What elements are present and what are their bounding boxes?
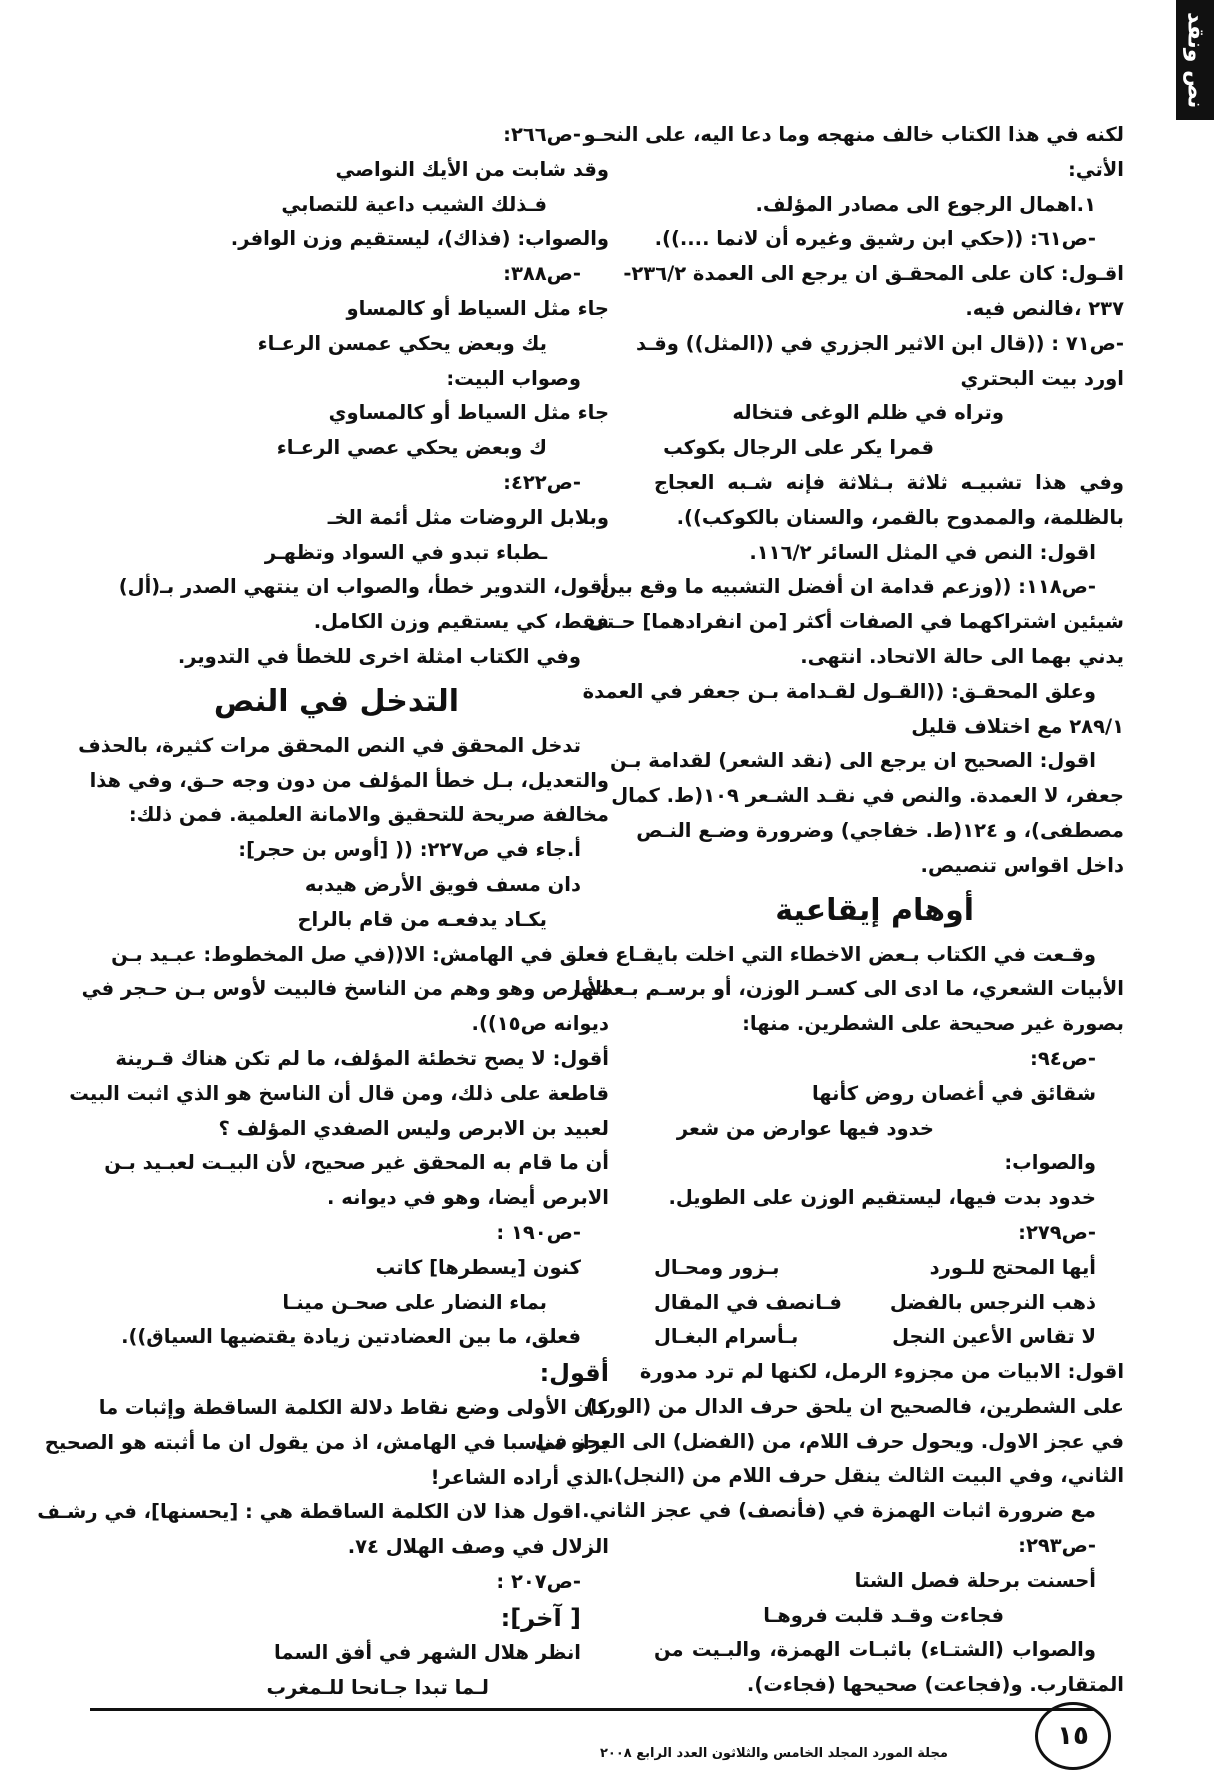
text-line: -ص٢٩٣: bbox=[1018, 1534, 1096, 1558]
verse-line: لـما تبدا جـانحا للـمغرب bbox=[266, 1675, 489, 1699]
verse-line: جاء مثل السياط أو كالمساو bbox=[346, 296, 609, 320]
section-heading: أوهام إيقاعية bbox=[775, 892, 974, 928]
text-line: -ص٢٠٧ : bbox=[496, 1570, 581, 1594]
text-line: شيئين اشتراكهما في الصفات أكثر [من انفرادهما] حـتى bbox=[587, 610, 1124, 634]
text-line: وفي هذا تشبيـه ثلاثة بـثلاثة فإنه شـبه العجاج bbox=[654, 470, 1124, 494]
verse-line: ـطباء تبدو في السواد وتظهـر bbox=[264, 540, 547, 564]
text-line: مع ضرورة اثبات الهمزة في (فأنصف) في عجز الثاني. bbox=[582, 1499, 1096, 1523]
text-line: اقـول: كان على المحقـق ان يرجع الى العمدة ٢٣٦/٢- bbox=[623, 262, 1124, 286]
subheading: [ آخر]: bbox=[500, 1603, 581, 1632]
verse-line: يك وبعض يحكي عمسن الرعـاء bbox=[257, 331, 547, 355]
verse-line: شقائق في أغصان روض كأنها bbox=[811, 1081, 1096, 1105]
text-line: ١.اهمال الرجوع الى مصادر المؤلف. bbox=[755, 192, 1096, 216]
footer-divider bbox=[90, 1708, 1094, 1711]
verse-line: يكـاد يدفعـه من قام بالراح bbox=[297, 907, 547, 931]
text-line: الأتي: bbox=[1067, 157, 1124, 181]
verse-hemistich: ذهب النرجس بالفضل bbox=[889, 1290, 1096, 1314]
text-line: الأبرص وهو وهم من الناسخ فالبيت لأوس بـن حـجر في bbox=[81, 977, 609, 1001]
verse-hemistich: أيها المحتج للـورد bbox=[929, 1255, 1096, 1279]
text-line: تدخل المحقق في النص المحقق مرات كثيرة، بالحذف bbox=[78, 733, 581, 757]
text-line: مصطفى)، و ١٢٤(ط. خفاجي) وضرورة وضـع النـص bbox=[636, 818, 1124, 842]
text-line: أن ما قام به المحقق غير صحيح، لأن البيـت لعبـيد بـن bbox=[104, 1151, 609, 1175]
text-line: ديوانه ص١٥)). bbox=[471, 1012, 609, 1036]
text-line: اقول هذا لان الكلمة الساقطة هي : [يحسنها]، في رشـف bbox=[37, 1500, 581, 1524]
text-line: -ص١٩٠ : bbox=[496, 1220, 581, 1244]
text-line: خدود بدت فيها، ليستقيم الوزن على الطويل. bbox=[668, 1186, 1096, 1210]
text-line: الثاني، وفي البيت الثالث ينقل حرف اللام من (النجل). bbox=[606, 1464, 1124, 1488]
verse-line: ك وبعض يحكي عصي الرعـاء bbox=[276, 436, 547, 460]
text-line: -ص٤٢٢: bbox=[503, 470, 581, 494]
text-line: الذي أراده الشاعر! bbox=[430, 1465, 609, 1489]
subheading: أقول: bbox=[539, 1359, 609, 1388]
text-line: مخالفة صريحة للتحقيق والامانة العلمية. فمن ذلك: bbox=[128, 803, 609, 827]
verse-line: وقد شابت من الأيك النواصي bbox=[335, 157, 609, 181]
verse-line: خدود فيها عوارض من شعر bbox=[676, 1116, 934, 1140]
text-line: يراه مناسبا في الهامش، اذ من يقول ان ما أثبته هو الصحيح bbox=[44, 1430, 609, 1454]
verse-row bbox=[654, 1286, 1124, 1321]
verse-line: انظر هلال الشهر في أفق السما bbox=[274, 1640, 581, 1664]
text-line: بالظلمة، والممدوح بالقمر، والسنان بالكوكب)). bbox=[676, 505, 1124, 529]
verse-line: دان مسف فويق الأرض هيدبه bbox=[304, 872, 581, 896]
text-line: وفي الكتاب امثلة اخرى للخطأ في التدوير. bbox=[177, 644, 581, 668]
text-line: داخل اقواس تنصيص. bbox=[920, 853, 1124, 877]
text-line: وصواب البيت: bbox=[446, 366, 581, 390]
section-heading: التدخل في النص bbox=[213, 683, 459, 719]
text-line: لكنه في هذا الكتاب خالف منهجه وما دعا اليه، على النحـو bbox=[583, 123, 1124, 146]
journal-footer: مجلة المورد المجلد الخامس والثلاثون العدد الرابع ٢٠٠٨ bbox=[600, 1746, 948, 1761]
text-line: اقول: الابيات من مجزوء الرمل، لكنها لم ترد مدورة bbox=[639, 1360, 1124, 1384]
verse-hemistich: لا تقاس الأعين النجل bbox=[892, 1325, 1096, 1349]
text-line: بصورة غير صحيحة على الشطرين. منها: bbox=[742, 1012, 1124, 1036]
text-line: والصواب (الشتـاء) باثبـات الهمزة، والبـيت من bbox=[654, 1638, 1096, 1662]
text-line: على الشطرين، فالصحيح ان يلحق حرف الدال من (الورد) bbox=[585, 1394, 1124, 1418]
text-line: -ص٣٨٨: bbox=[503, 262, 581, 286]
verse-line: جاء مثل السياط أو كالمساوي bbox=[328, 401, 609, 425]
text-line: المتقارب. و(فجاعت) صحيحها (فجاءت). bbox=[746, 1673, 1124, 1697]
text-line: أقول، التدوير خطأ، والصواب ان ينتهي الصدر بـ(أل) bbox=[118, 575, 609, 599]
text-line: -ص٩٤: bbox=[1030, 1046, 1096, 1070]
verse-line: قمرا يكر على الرجال بكوكب bbox=[663, 436, 934, 460]
section-tab: نص ونقد bbox=[1176, 0, 1214, 120]
text-line: -ص٢٦٦: bbox=[503, 123, 581, 146]
text-line: وقـعت في الكتاب بـعض الاخطاء التي اخلت بايقـاع bbox=[615, 942, 1096, 966]
verse-line: فجاءت وقـد قلبت فروهـا bbox=[763, 1603, 1004, 1627]
verse-row bbox=[654, 1251, 1124, 1286]
text-line: والصواب: bbox=[1004, 1151, 1096, 1175]
verse-line: فـذلك الشيب داعية للتصابي bbox=[281, 192, 547, 216]
text-line: فعلق، ما بين العضادتين زيادة يقتضيها السياق)). bbox=[121, 1325, 581, 1349]
text-line: في عجز الاول. ويحول حرف اللام، من (الفضل) الى العجز في bbox=[534, 1429, 1124, 1453]
verse-line: كنون [يسطرها] كاتب bbox=[375, 1255, 581, 1279]
text-line: لعبيد بن الابرص وليس الصفدي المؤلف ؟ bbox=[218, 1116, 609, 1140]
verse-hemistich: بـأسرام البغـال bbox=[654, 1325, 799, 1349]
page-number-text: ١٥ bbox=[1057, 1721, 1089, 1751]
text-line: -ص٧١ : ((قال ابن الاثير الجزري في ((المثل)) وقـد bbox=[636, 331, 1124, 355]
verse-line: أحسنت برحلة فصل الشتا bbox=[854, 1568, 1096, 1592]
text-line: ٢٨٩/١ مع اختلاف قليل bbox=[911, 714, 1124, 738]
text-line: ٢٣٧ ،فالنص فيه. bbox=[965, 296, 1124, 320]
text-line: -ص٦١: ((حكي ابن رشيق وغيره أن لانما ....)). bbox=[654, 227, 1096, 251]
page-number bbox=[1035, 1702, 1111, 1770]
verse-line: وبلابل الروضات مثل أئمة الخـ bbox=[327, 505, 609, 529]
verse-hemistich: فـانصف في المقال bbox=[654, 1290, 842, 1314]
text-line: اورد بيت البحتري bbox=[960, 366, 1124, 390]
text-line: الزلال في وصف الهلال ٧٤. bbox=[347, 1535, 609, 1559]
text-line: والتعديل، بـل خطأ المؤلف من دون وجه حـق، وفي هذا bbox=[89, 768, 609, 792]
text-line: اقول: الصحيح ان يرجع الى (نقد الشعر) لقدامة بـن bbox=[609, 749, 1096, 773]
text-line: يدني بهما الى حالة الاتحاد. انتهى. bbox=[800, 644, 1124, 668]
text-line: أ.جاء في ص٢٢٧: (( [أوس بن حجر]: bbox=[238, 838, 581, 862]
text-line: والصواب: (فذاك)، ليستقيم وزن الوافر. bbox=[230, 227, 609, 251]
text-line: فقط، كي يستقيم وزن الكامل. bbox=[313, 610, 609, 634]
text-line: الأبيات الشعري، ما ادى الى كسـر الوزن، أو برسـم بـعضها bbox=[574, 977, 1124, 1001]
text-line: فعلق في الهامش: الا((في صل المخطوط: عبـيد بـن bbox=[111, 942, 609, 966]
text-line: الابرص أيضا، وهو في ديوانه . bbox=[327, 1186, 609, 1210]
verse-line: بماء النضار على صحـن مينـا bbox=[282, 1290, 547, 1314]
verse-row bbox=[654, 1320, 1124, 1355]
text-line: -ص١١٨: ((وزعم قدامة ان أفضل التشبيه ما وقع بين bbox=[600, 575, 1096, 599]
verse-hemistich: بـزور ومحـال bbox=[654, 1255, 780, 1279]
text-line: جعفر، لا العمدة. والنص في نقـد الشـعر ١٠٩(ط. كمال bbox=[611, 784, 1124, 808]
text-line: أقول: لا يصح تخطئة المؤلف، ما لم تكن هناك قـرينة bbox=[115, 1046, 609, 1070]
verse-line: وتراه في ظلم الوغى فتخاله bbox=[732, 401, 1004, 425]
text-line: كان الأولى وضع نقاط دلالة الكلمة الساقطة وإثبات ما bbox=[98, 1396, 609, 1420]
text-line: -ص٢٧٩: bbox=[1018, 1220, 1096, 1244]
text-line: قاطعة على ذلك، ومن قال أن الناسخ هو الذي اثبت البيت bbox=[69, 1081, 609, 1105]
text-line: اقول: النص في المثل السائر ١١٦/٢. bbox=[749, 540, 1096, 564]
text-line: وعلق المحقـق: ((القـول لقـدامة بـن جعفر في العمدة bbox=[582, 679, 1096, 703]
left-column bbox=[37, 118, 609, 1705]
